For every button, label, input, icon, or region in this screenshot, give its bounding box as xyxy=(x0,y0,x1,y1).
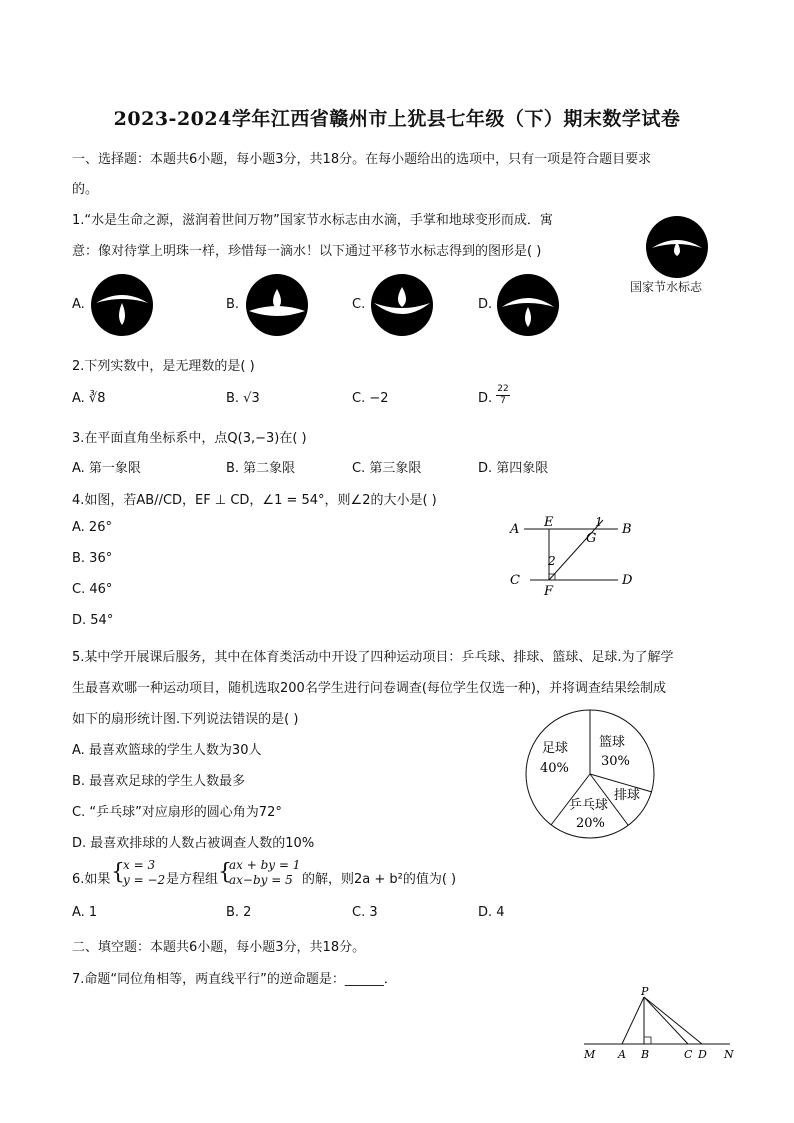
q5-option-c: C. “乒乓球”对应扇形的圆心角为72° xyxy=(72,805,282,820)
label-N: N xyxy=(724,1048,734,1061)
section1-heading-line2: 的。 xyxy=(72,182,99,197)
section2-heading: 二、填空题：本题共6小题，每小题3分，共18分。 xyxy=(72,940,366,955)
q1-option-b-label: B. xyxy=(226,297,240,312)
logo-caption: 国家节水标志 xyxy=(630,280,703,294)
q5-stem-line1: 5.某中学开展课后服务，其中在体育类活动中开设了四种运动项目：乒乓球、排球、篮球、足球.为了解学 xyxy=(72,650,674,665)
pie-basketball-pct: 30% xyxy=(601,754,630,769)
pie-pingpong-label: 乒乓球 xyxy=(569,798,609,813)
q5-option-b: B. 最喜欢足球的学生人数最多 xyxy=(72,774,246,789)
pie-football-pct: 40% xyxy=(540,761,569,776)
pie-basketball-label: 篮球 xyxy=(599,735,626,750)
water-saving-logo-icon xyxy=(644,214,710,280)
system1-top: x = 3 xyxy=(123,858,156,872)
q6-brace-1: { xyxy=(111,860,125,885)
q6-prefix: 6.如果 xyxy=(72,872,111,887)
q4-option-c: C. 46° xyxy=(72,582,113,597)
q5-stem-line2: 生最喜欢哪一种运动项目，随机选取200名学生进行问卷调查(每位学生仅选一种)，并将调查结果绘制成 xyxy=(72,681,666,696)
label-B: B xyxy=(641,1048,650,1061)
option-b-logo-icon xyxy=(245,273,309,337)
label-G: G xyxy=(586,531,597,546)
label-B: B xyxy=(622,522,632,537)
label-P: P xyxy=(641,985,649,998)
q6-option-b: B. 2 xyxy=(226,905,252,920)
q6-option-d: D. 4 xyxy=(478,905,505,920)
q6-middle: 是方程组 xyxy=(166,872,219,887)
q2-option-a: A. ∛8 xyxy=(72,391,106,406)
q2-option-b: B. √3 xyxy=(226,391,260,406)
q3-option-a: A. 第一象限 xyxy=(72,461,141,476)
fraction-denominator: 7 xyxy=(500,396,506,406)
label-1: 1 xyxy=(595,515,603,529)
q5-stem-line3: 如下的扇形统计图.下列说法错误的是( ) xyxy=(72,712,299,727)
q6-suffix: 的解，则2a + b²的值为( ) xyxy=(302,872,457,887)
label-M: M xyxy=(584,1048,596,1061)
q6-option-c: C. 3 xyxy=(352,905,378,920)
q1-option-d-label: D. xyxy=(478,297,493,312)
q5-option-d: D. 最喜欢排球的人数占被调查人数的10% xyxy=(72,836,315,851)
system2-bottom: ax−by = 5 xyxy=(229,873,293,887)
label-C: C xyxy=(510,573,520,588)
q7-stem: 7.命题“同位角相等，两直线平行”的逆命题是：______． xyxy=(72,972,397,987)
q1-option-a-label: A. xyxy=(72,297,85,312)
q1-option-c-label: C. xyxy=(352,297,366,312)
label-E: E xyxy=(544,515,554,530)
pie-volleyball-label: 排球 xyxy=(614,788,641,803)
label-2: 2 xyxy=(548,554,556,568)
q2-stem: 2.下列实数中，是无理数的是( ) xyxy=(72,359,255,374)
q4-option-b: B. 36° xyxy=(72,551,113,566)
q6-system-1 xyxy=(123,858,165,888)
q4-figure xyxy=(506,510,646,600)
q4-stem: 4.如图，若AB//CD，EF ⊥ CD，∠1 = 54°，则∠2的大小是( ) xyxy=(72,493,437,508)
q1-stem-line2: 意：像对待掌上明珠一样，珍惜每一滴水！以下通过平移节水标志得到的图形是( ) xyxy=(72,244,542,259)
q4-option-d: D. 54° xyxy=(72,613,114,628)
section1-heading-line1: 一、选择题：本题共6小题，每小题3分，共18分。在每小题给出的选项中，只有一项是符合题目要求 xyxy=(72,152,652,167)
q5-pie-chart xyxy=(524,708,658,842)
q3-option-b: B. 第二象限 xyxy=(226,461,296,476)
q6-brace-2: { xyxy=(218,860,232,885)
q3-option-c: C. 第三象限 xyxy=(352,461,422,476)
q6-system-2 xyxy=(229,858,300,888)
q4-option-a: A. 26° xyxy=(72,520,112,535)
q2-option-c: C. −2 xyxy=(352,391,389,406)
q2-option-d: D. xyxy=(478,391,493,406)
label-F: F xyxy=(544,584,554,599)
option-d-logo-icon xyxy=(496,273,560,337)
option-a-logo-icon xyxy=(90,273,154,337)
q5-option-a: A. 最喜欢篮球的学生人数为30人 xyxy=(72,743,262,758)
q6-option-a: A. 1 xyxy=(72,905,98,920)
label-D: D xyxy=(698,1048,707,1061)
q3-stem: 3.在平面直角坐标系中，点Q(3,−3)在( ) xyxy=(72,431,307,446)
page-title: 2023-2024学年江西省赣州市上犹县七年级（下）期末数学试卷 xyxy=(113,108,681,130)
q7-figure xyxy=(580,985,740,1063)
label-D: D xyxy=(622,573,633,588)
pie-pingpong-pct: 20% xyxy=(576,816,605,831)
system2-top: ax + by = 1 xyxy=(229,858,301,872)
pie-football-label: 足球 xyxy=(542,741,569,756)
q2-option-d-fraction xyxy=(496,384,510,407)
system1-bottom: y = −2 xyxy=(123,873,166,887)
label-A: A xyxy=(510,522,520,537)
q3-option-d: D. 第四象限 xyxy=(478,461,549,476)
q1-stem-line1: 1.“水是生命之源，滋润着世间万物”国家节水标志由水滴，手掌和地球变形而成．寓 xyxy=(72,213,553,228)
fraction-numerator: 22 xyxy=(497,384,509,394)
label-A: A xyxy=(618,1048,626,1061)
label-C: C xyxy=(684,1048,693,1061)
option-c-logo-icon xyxy=(370,273,434,337)
